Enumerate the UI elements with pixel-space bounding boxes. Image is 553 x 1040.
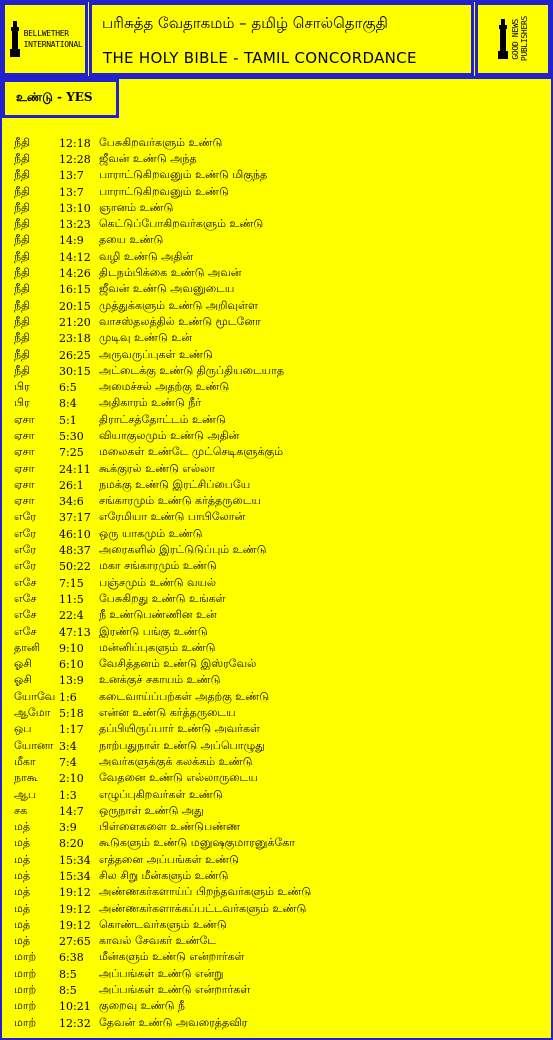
entry-text: எத்தனை அப்பங்கள் உண்டு: [99, 852, 239, 866]
entry-book: நீதி: [14, 363, 31, 377]
entry-ref: 8:4: [59, 397, 77, 411]
entry-book: மத்: [14, 901, 31, 915]
tower-icon: [497, 17, 509, 61]
list-item: [14, 803, 544, 819]
title-tamil: பரிசுத்த வேதாகமம் – தமிழ் சொல்தொகுதி: [102, 14, 388, 32]
entry-ref: 13:23: [59, 218, 91, 232]
entry-book: நீதி: [14, 298, 31, 312]
entry-text: அவர்களுக்குக் கலக்கம் உண்டு: [99, 754, 253, 768]
entry-book: எரே: [14, 559, 37, 573]
entry-text: அப்பங்கள் உண்டு என்றார்கள்: [99, 983, 251, 997]
entry-text: திடநம்பிக்கை உண்டு அவன்: [99, 266, 242, 280]
list-item: [14, 233, 544, 249]
entry-ref: 6:38: [59, 951, 84, 965]
entry-ref: 7:15: [59, 576, 84, 590]
entry-ref: 3:9: [59, 821, 77, 835]
entry-book: நீதி: [14, 314, 31, 328]
entry-text: அண்ணகர்களாய்ப் பிறந்தவர்களும் உண்டு: [99, 885, 312, 899]
entry-text: ஒருநாள் உண்டு அது: [99, 803, 204, 817]
entry-text: பேசுகிறவர்களும் உண்டு: [99, 135, 223, 149]
entry-text: அமைச்சல் அதற்கு உண்டு: [99, 380, 230, 394]
entry-text: காவல் சேவகர் உண்டே: [99, 934, 217, 948]
entry-book: தானி: [14, 640, 41, 654]
entry-book: மத்: [14, 852, 31, 866]
entry-text: மலைகள் உண்டே முட்செடிகளுக்கும்: [99, 445, 284, 459]
list-item: [14, 738, 544, 754]
list-item: [14, 396, 544, 412]
good-news-logo: [475, 2, 551, 76]
entry-book: மத்: [14, 885, 31, 899]
entry-book: மத்: [14, 934, 31, 948]
list-item: [14, 428, 544, 444]
entry-text: வழி உண்டு அதின்: [99, 249, 194, 263]
entry-text: வாசஸ்தலத்தில் உண்டு மூடனோ: [99, 314, 261, 328]
concordance-list: [14, 135, 544, 1031]
list-item: [14, 379, 544, 395]
entry-ref: 6:5: [59, 381, 77, 395]
entry-ref: 2:10: [59, 772, 84, 786]
entry-text: நீ உண்டுபண்ணின உன்: [99, 608, 217, 622]
entry-ref: 5:1: [59, 413, 77, 427]
entry-ref: 5:30: [59, 429, 84, 443]
list-item: [14, 331, 544, 347]
list-item: [14, 282, 544, 298]
entry-book: மத்: [14, 820, 31, 834]
entry-ref: 5:18: [59, 707, 84, 721]
entry-ref: 26:1: [59, 478, 84, 492]
entry-book: ஓசி: [14, 673, 32, 687]
list-item: [14, 689, 544, 705]
entry-ref: 13:7: [59, 185, 84, 199]
list-item: [14, 608, 544, 624]
entry-ref: 12:18: [59, 136, 91, 150]
list-item: [14, 852, 544, 868]
list-item: [14, 559, 544, 575]
entry-ref: 8:5: [59, 967, 77, 981]
entry-ref: 24:11: [59, 462, 91, 476]
entry-ref: 8:5: [59, 984, 77, 998]
list-item: [14, 722, 544, 738]
entry-book: நீதி: [14, 282, 31, 296]
word-label: உண்டு - YES: [16, 90, 93, 104]
entry-book: எசே: [14, 591, 37, 605]
entry-text: ஜீவன் உண்டு அந்த: [99, 151, 197, 165]
word-box: [2, 79, 119, 118]
list-item: [14, 542, 544, 558]
list-item: [14, 836, 544, 852]
entry-text: கூடுகளும் உண்டு மனுஷகுமாரனுக்கோ: [99, 836, 296, 850]
entry-ref: 21:20: [59, 315, 91, 329]
entry-book: எரே: [14, 510, 37, 524]
entry-ref: 13:10: [59, 201, 91, 215]
entry-text: பேசுகிறது உண்டு உங்கள்: [99, 591, 226, 605]
list-item: [14, 298, 544, 314]
entry-text: அண்ணகர்களாக்கப்பட்டவர்களும் உண்டு: [99, 901, 307, 915]
list-item: [14, 151, 544, 167]
list-item: [14, 1015, 544, 1031]
entry-text: என்ன உண்டு கர்த்தருடைய: [99, 706, 236, 720]
list-item: [14, 624, 544, 640]
entry-text: சில சிறு மீன்களும் உண்டு: [99, 869, 229, 882]
entry-text: ஞானம் உண்டு: [99, 200, 174, 214]
entry-book: யோனா: [14, 738, 54, 752]
entry-ref: 3:4: [59, 739, 77, 753]
entry-text: நாற்பதுநாள் உண்டு அப்பொழுது: [99, 738, 265, 752]
entry-ref: 20:15: [59, 299, 91, 313]
list-item: [14, 934, 544, 950]
entry-ref: 1:6: [59, 690, 77, 704]
list-item: [14, 591, 544, 607]
entry-book: மத்: [14, 869, 31, 882]
entry-text: வேசித்தனம் உண்டு இஸ்ரவேல்: [99, 657, 257, 671]
entry-book: நீதி: [14, 331, 31, 345]
right-logo-line2: PUBLISHERS: [520, 16, 529, 62]
entry-text: குறைவு உண்டு நீ: [99, 999, 185, 1013]
entry-text: இரண்டு பங்கு உண்டு: [99, 624, 208, 638]
entry-book: நீதி: [14, 184, 31, 198]
entry-ref: 6:10: [59, 658, 84, 672]
list-item: [14, 216, 544, 232]
entry-book: நீதி: [14, 135, 31, 149]
entry-text: நமக்கு உண்டு இரட்சிப்பையே: [99, 477, 251, 491]
entry-ref: 15:34: [59, 853, 91, 867]
entry-book: நீதி: [14, 151, 31, 165]
list-item: [14, 819, 544, 835]
entry-text: அதிகாரம் உண்டு நீர்: [99, 396, 202, 410]
left-logo-line2: INTERNATIONAL: [23, 40, 83, 49]
entry-ref: 37:17: [59, 511, 91, 525]
list-item: [14, 999, 544, 1015]
entry-ref: 8:20: [59, 837, 84, 851]
entry-text: அருவருப்புகள் உண்டு: [99, 347, 213, 361]
list-item: [14, 787, 544, 803]
entry-text: அட்டைக்கு உண்டு திருப்தியடையாத: [99, 363, 285, 377]
list-item: [14, 249, 544, 265]
list-item: [14, 705, 544, 721]
entry-text: தயை உண்டு: [99, 233, 164, 247]
entry-text: முடிவு உண்டு உன்: [99, 331, 192, 345]
list-item: [14, 885, 544, 901]
entry-text: ஒரு யாகமும் உண்டு: [99, 526, 203, 540]
list-item: [14, 754, 544, 770]
entry-text: முத்துக்களும் உண்டு அறிவுள்ள: [99, 298, 258, 312]
entry-ref: 7:4: [59, 755, 77, 769]
entry-text: மீன்களும் உண்டு என்றார்கள்: [99, 950, 245, 964]
entry-ref: 16:15: [59, 283, 91, 297]
entry-book: ஏசா: [14, 477, 35, 491]
entry-ref: 19:12: [59, 886, 91, 900]
bellwether-logo: [2, 2, 88, 76]
entry-ref: 14:7: [59, 804, 84, 818]
entry-ref: 13:9: [59, 674, 84, 688]
entry-text: வியாகுலமும் உண்டு அதின்: [99, 428, 240, 442]
list-item: [14, 640, 544, 656]
entry-book: மத்: [14, 917, 31, 931]
list-item: [14, 461, 544, 477]
entry-book: மாற்: [14, 1015, 37, 1029]
entry-text: ஜீவன் உண்டு அவனுடைய: [99, 282, 235, 296]
entry-book: ஏசா: [14, 445, 35, 459]
entry-book: எரே: [14, 526, 37, 540]
list-item: [14, 510, 544, 526]
list-item: [14, 950, 544, 966]
entry-book: ஏசா: [14, 461, 35, 475]
entry-book: நாகூ: [14, 771, 38, 785]
entry-ref: 47:13: [59, 625, 91, 639]
entry-ref: 22:4: [59, 609, 84, 623]
entry-book: எசே: [14, 575, 37, 589]
left-logo-line1: BELLWETHER: [23, 29, 69, 38]
entry-ref: 50:22: [59, 560, 91, 574]
entry-text: கூக்குரல் உண்டு எல்லா: [99, 461, 215, 475]
entry-text: பிள்ளைகளை உண்டுபண்ண: [99, 820, 241, 834]
entry-book: மாற்: [14, 983, 37, 997]
list-item: [14, 771, 544, 787]
entry-book: எரே: [14, 543, 37, 557]
entry-book: நீதி: [14, 347, 31, 361]
list-item: [14, 363, 544, 379]
entry-ref: 19:12: [59, 902, 91, 916]
entry-book: ஏசா: [14, 428, 35, 442]
entry-book: மீகா: [14, 754, 36, 768]
entry-text: கெட்டுப்போகிறவர்களும் உண்டு: [99, 217, 264, 231]
entry-text: கொண்டவர்களும் உண்டு: [99, 917, 227, 931]
title-english: THE HOLY BIBLE - TAMIL CONCORDANCE: [103, 49, 417, 67]
entry-text: கடைவாய்ப்பற்கள் அதற்கு உண்டு: [99, 689, 270, 703]
list-item: [14, 526, 544, 542]
entry-ref: 1:17: [59, 723, 84, 737]
entry-ref: 9:10: [59, 641, 84, 655]
entry-book: யோவே: [14, 689, 56, 703]
entry-ref: 14:26: [59, 267, 91, 281]
list-item: [14, 868, 544, 884]
entry-ref: 1:3: [59, 788, 77, 802]
list-item: [14, 184, 544, 200]
entry-book: சக: [14, 803, 28, 817]
entry-text: பாராட்டுகிறவனும் உண்டு: [99, 184, 229, 198]
list-item: [14, 265, 544, 281]
list-item: [14, 901, 544, 917]
entry-text: எழுப்புகிறவர்கள் உண்டு: [99, 787, 223, 801]
entry-book: பிர: [14, 396, 30, 410]
entry-text: உனக்குச் சகாயம் உண்டு: [99, 673, 221, 687]
entry-text: மகா சங்காரமும் உண்டு: [99, 559, 217, 573]
entry-book: மத்: [14, 836, 31, 850]
entry-ref: 7:25: [59, 446, 84, 460]
entry-text: மன்னிப்புகளும் உண்டு: [99, 640, 216, 654]
list-item: [14, 673, 544, 689]
list-item: [14, 314, 544, 330]
list-item: [14, 477, 544, 493]
entry-book: ஏசா: [14, 494, 35, 508]
right-logo-line1: GOOD NEWS: [511, 18, 520, 60]
entry-book: நீதி: [14, 266, 31, 280]
entry-ref: 14:12: [59, 250, 91, 264]
entry-text: திராட்சத்தோட்டம் உண்டு: [99, 412, 226, 426]
entry-text: எரேமியா உண்டு பாபிலோன்: [99, 510, 246, 524]
list-item: [14, 412, 544, 428]
list-item: [14, 982, 544, 998]
entry-book: எசே: [14, 624, 37, 638]
entry-ref: 14:9: [59, 234, 84, 248]
list-item: [14, 445, 544, 461]
entry-text: அப்பங்கள் உண்டு என்று: [99, 966, 224, 980]
entry-text: வேதனை உண்டு எல்லாருடைய: [99, 771, 258, 785]
entry-book: நீதி: [14, 168, 31, 182]
list-item: [14, 347, 544, 363]
entry-book: மாற்: [14, 950, 37, 964]
entry-ref: 12:28: [59, 152, 91, 166]
entry-book: மாற்: [14, 966, 37, 980]
list-item: [14, 657, 544, 673]
entry-book: ஒப: [14, 722, 32, 736]
entry-ref: 13:7: [59, 169, 84, 183]
entry-text: சங்காரமும் உண்டு கர்த்தருடைய: [99, 494, 261, 508]
entry-ref: 12:32: [59, 1016, 91, 1030]
entry-ref: 34:6: [59, 495, 84, 509]
list-item: [14, 200, 544, 216]
entry-ref: 27:65: [59, 935, 91, 949]
list-item: [14, 575, 544, 591]
entry-book: ஏசா: [14, 412, 35, 426]
entry-ref: 23:18: [59, 332, 91, 346]
entry-book: மாற்: [14, 999, 37, 1013]
entry-ref: 46:10: [59, 527, 91, 541]
entry-book: எசே: [14, 608, 37, 622]
entry-book: நீதி: [14, 233, 31, 247]
entry-ref: 10:21: [59, 1000, 91, 1014]
entry-text: பாராட்டுகிறவனும் உண்டு மிகுந்த: [99, 168, 268, 182]
tower-icon: [8, 19, 22, 59]
entry-ref: 11:5: [59, 592, 84, 606]
title-box: [89, 2, 474, 76]
entry-book: நீதி: [14, 217, 31, 231]
entry-text: தப்பியிருப்பார் உண்டு அவர்கள்: [99, 722, 260, 736]
entry-book: பிர: [14, 380, 30, 394]
entry-book: ஓசி: [14, 657, 32, 671]
entry-ref: 30:15: [59, 364, 91, 378]
entry-text: பஞ்சமும் உண்டு வயல்: [99, 575, 217, 589]
entry-book: நீதி: [14, 249, 31, 263]
entry-ref: 26:25: [59, 348, 91, 362]
list-item: [14, 494, 544, 510]
list-item: [14, 135, 544, 151]
entry-book: ஆமோ: [14, 706, 51, 720]
entry-ref: 19:12: [59, 918, 91, 932]
entry-text: தேவன் உண்டு அவரைத்தவிர: [99, 1015, 248, 1029]
list-item: [14, 917, 544, 933]
list-item: [14, 966, 544, 982]
entry-ref: 48:37: [59, 544, 91, 558]
list-item: [14, 168, 544, 184]
entry-ref: 15:34: [59, 870, 91, 883]
entry-book: நீதி: [14, 200, 31, 214]
entry-text: அரைகளில் இரட்டுடுப்பும் உண்டு: [99, 543, 267, 557]
entry-book: ஆப: [14, 787, 37, 801]
